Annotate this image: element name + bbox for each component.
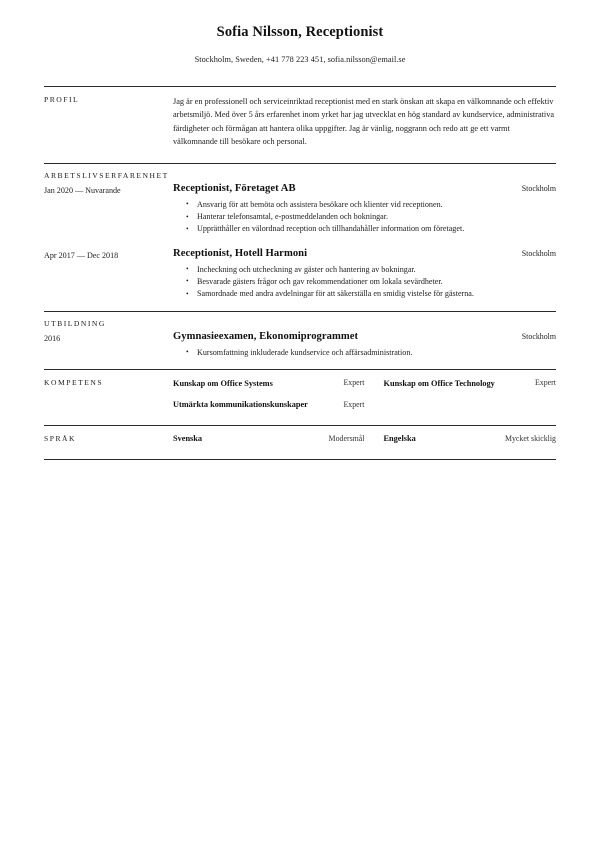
language-item xyxy=(173,434,365,443)
section-label-experience: ARBETSLIVSERFARENHET xyxy=(44,170,169,180)
entry-body xyxy=(173,183,556,236)
section-label-skills: KOMPETENS xyxy=(44,377,104,387)
entry-location: Stockholm xyxy=(521,248,556,258)
skills-column xyxy=(173,378,365,412)
profile-summary-text: Jag är en professionell och serviceinriktad receptionist med en stark önskan att skapa en välkomnande och effektiv arbetsmiljö. Med över 5 års erfarenhet inom yrket har jag utvecklat en hög standard av kundservice, administrativa färdigheter och förmågan att hantera olika uppgifter. Jag är vänlig, noggrann och redo att ge ett varmt välkomnande till besökare och personal. xyxy=(173,97,555,147)
entry-title: Gymnasieexamen, Ekonomiprogrammet xyxy=(173,330,359,342)
language-item xyxy=(365,434,557,443)
skill-level: Expert xyxy=(343,399,365,409)
section-divider xyxy=(44,459,556,460)
skill-name: Kunskap om Office Systems xyxy=(173,378,273,388)
section-skills xyxy=(44,369,556,425)
entry-title: Receptionist, Företaget AB xyxy=(173,182,296,194)
list-item: • Hanterar telefonsamtal, e-postmeddelanden och bokningar. xyxy=(186,211,556,223)
skill-item xyxy=(384,378,557,390)
entry-date: Apr 2017 — Dec 2018 xyxy=(44,250,119,260)
skill-item xyxy=(173,399,365,411)
entry-date: Jan 2020 — Nuvarande xyxy=(44,185,121,195)
list-item: • Ansvarig för att bemöta och assistera besökare och klienter vid receptionen. xyxy=(186,199,556,211)
skill-name: Utmärkta kommunikationskunskaper xyxy=(173,400,308,410)
languages-content xyxy=(173,434,556,443)
section-label-container xyxy=(44,95,173,104)
section-label-container xyxy=(44,164,556,180)
section-label-container xyxy=(44,434,173,443)
experience-entry xyxy=(44,248,556,311)
list-item: • Upprätthåller en välordnad reception och tillhandahåller information om företaget. xyxy=(186,223,556,235)
entry-body xyxy=(173,331,556,359)
skills-column xyxy=(365,378,557,412)
entry-location: Stockholm xyxy=(521,331,556,341)
resume-header xyxy=(44,0,556,64)
experience-entry xyxy=(44,183,556,248)
skill-item xyxy=(173,378,365,390)
list-item: • Kursomfattning inkluderade kundservice och affärsadministration. xyxy=(186,347,556,359)
list-item: • Samordnade med andra avdelningar för att säkerställa en smidig vistelse för gästerna. xyxy=(186,288,556,300)
section-label-education: UTBILDNING xyxy=(44,318,106,328)
list-item: • Incheckning och utcheckning av gäster och hantering av bokningar. xyxy=(186,264,556,276)
language-name: Svenska xyxy=(173,433,203,443)
language-name: Engelska xyxy=(383,433,416,443)
candidate-name: Sofia Nilsson, Receptionist xyxy=(216,24,384,40)
entry-bullet-list xyxy=(173,264,556,301)
skills-content xyxy=(173,378,556,412)
entry-date: 2016 xyxy=(44,333,61,343)
section-experience xyxy=(44,163,556,311)
skill-name: Kunskap om Office Technology xyxy=(383,378,495,388)
section-label-container xyxy=(44,312,556,328)
section-languages xyxy=(44,425,556,460)
entry-title: Receptionist, Hotell Harmoni xyxy=(173,247,308,259)
profile-content xyxy=(173,95,556,149)
experience-entry-list xyxy=(44,180,556,311)
entry-bullet-list xyxy=(173,347,556,359)
skill-level: Expert xyxy=(534,378,556,388)
skill-level: Expert xyxy=(343,378,365,388)
section-profile xyxy=(44,64,556,163)
section-education xyxy=(44,311,556,369)
section-label-languages: SPRÅK xyxy=(44,433,76,443)
entry-location: Stockholm xyxy=(521,183,556,193)
section-label-profile: PROFIL xyxy=(44,95,80,104)
education-entry xyxy=(44,331,556,369)
section-label-container xyxy=(44,378,173,387)
language-level: Modersmål xyxy=(328,433,365,443)
education-entry-list xyxy=(44,328,556,369)
entry-bullet-list xyxy=(173,199,556,236)
contact-line: Stockholm, Sweden, +41 778 223 451, sofia.nilsson@email.se xyxy=(194,55,406,64)
list-item: • Besvarade gästers frågor och gav rekommendationer om lokala sevärdheter. xyxy=(186,276,556,288)
entry-body xyxy=(173,248,556,301)
language-level: Mycket skicklig xyxy=(504,433,556,443)
